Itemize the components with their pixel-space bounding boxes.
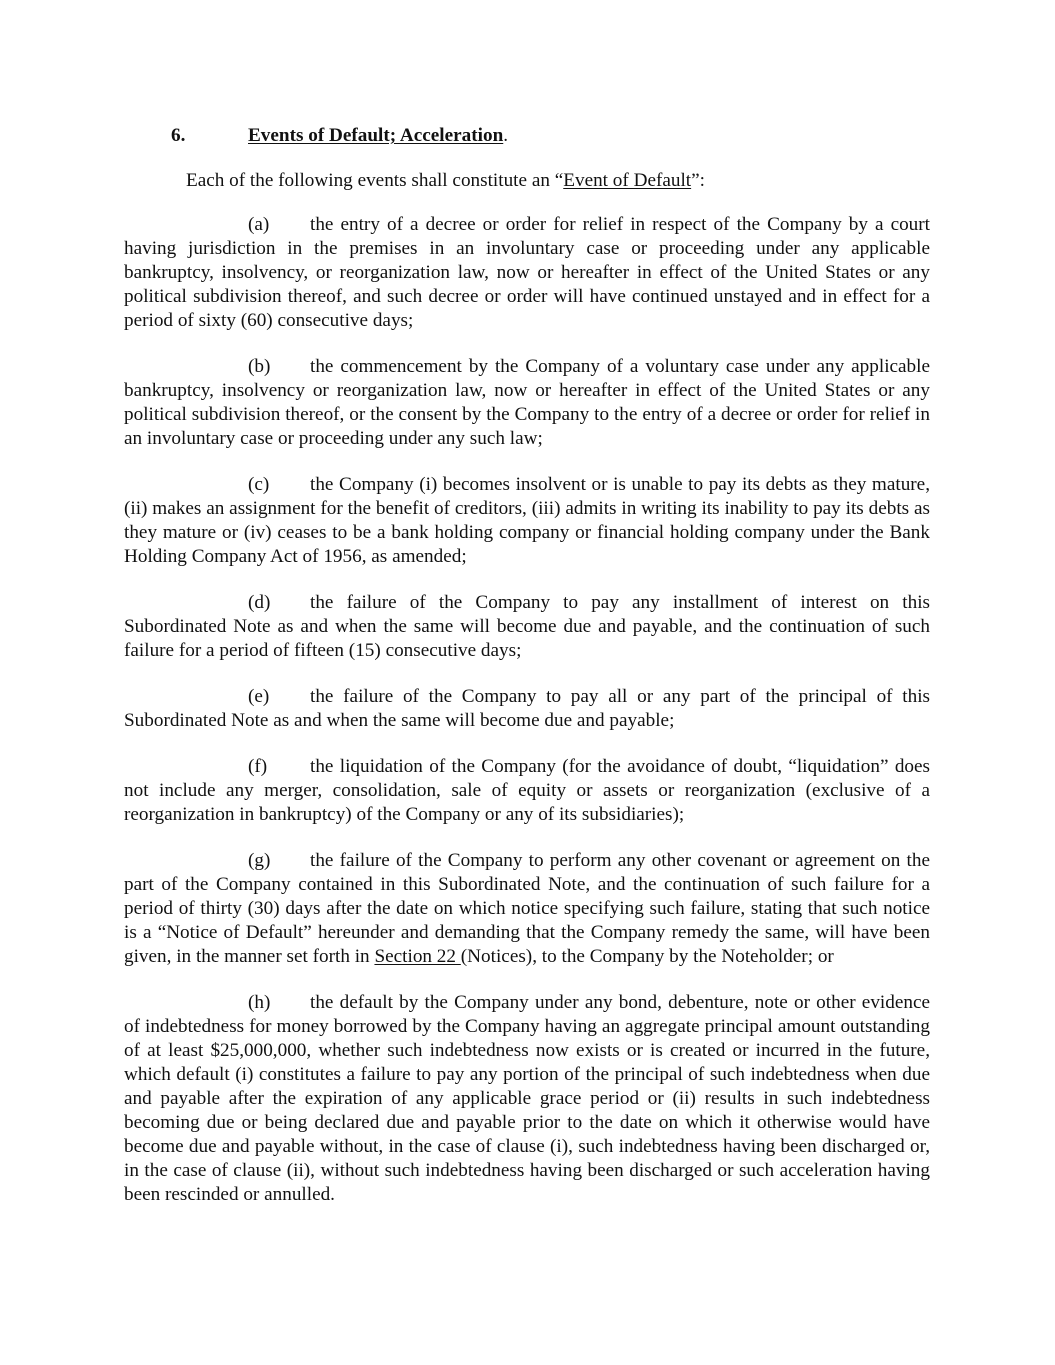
clause-text: the failure of the Company to pay any installment of interest on this Subordinated Note as and when the same will become due and payable, and the continuation of such failure for a period of fifteen (15) consecutive days;: [124, 592, 930, 661]
intro-paragraph: [124, 169, 930, 193]
clause-text: the Company (i) becomes insolvent or is unable to pay its debts as they mature, (ii) makes an assignment for the benefit of creditors, (iii) admits in writing its inability to pay its debts as they mature or (iv) ceases to be a bank holding company or financial holding company under the Bank Holding Company Act of 1956, as amended;: [124, 474, 930, 567]
clause-label: (e): [248, 686, 270, 707]
intro-text-before: Each of the following events shall constitute an “: [186, 170, 564, 191]
section-title-suffix: .: [503, 125, 509, 146]
clause-text: the commencement by the Company of a voluntary case under any applicable bankruptcy, insolvency or reorganization law, now or hereafter in effect of the United States or any political subdivision thereof, or the consent by the Company to the entry of a decree or order for relief in an involuntary case or proceeding under any such law;: [124, 356, 930, 449]
section-title: [248, 124, 508, 148]
clause-label: (b): [248, 356, 271, 377]
clause-text-before: the failure of the Company to perform any other covenant or agreement on the part of the Company contained in this Subordinated Note, and the continuation of such failure for a period of thirty (30) days after the date on which notice specifying such failure, stating that such notice is a “Notice of Default” hereunder and demanding that the Company remedy the same, will have been given, in the manner set forth in: [124, 850, 930, 967]
clause-text: the entry of a decree or order for relief in respect of the Company by a court having jurisdiction in the premises in an involuntary case or proceeding under any applicable bankruptcy, insolvency, or reorganization law, now or hereafter in effect of the United States or any political subdivision thereof, and such decree or order will have continued unstayed and in effect for a period of sixty (60) consecutive days;: [124, 214, 930, 331]
intro-text-after: ”:: [691, 170, 705, 191]
clause-label: (h): [248, 992, 271, 1013]
clause-a: [124, 213, 930, 333]
clause-label: (d): [248, 592, 271, 613]
clause-text: the default by the Company under any bond, debenture, note or other evidence of indebtedness for money borrowed by the Company having an aggregate principal amount outstanding of at least $25,000,000, whether such indebtedness now exists or is created or incurred in the future, which default (i) constitutes a failure to pay any portion of the principal of such indebtedness when due and payable after the expiration of any applicable grace period or (ii) results in such indebtedness becoming due or being declared due and payable prior to the date on which it otherwise would have become due and payable without, in the case of clause (i), such indebtedness having been discharged or, in the case of clause (ii), without such indebtedness having been discharged or such acceleration having been rescinded or annulled.: [124, 992, 930, 1205]
clause-g: [124, 849, 930, 969]
clause-label: (a): [248, 214, 270, 235]
document-page: [124, 124, 930, 1229]
clause-text: the liquidation of the Company (for the avoidance of doubt, “liquidation” does not include any merger, consolidation, sale of equity or assets or reorganization (exclusive of a reorganization in bankruptcy) of the Company or any of its subsidiaries);: [124, 756, 930, 825]
clause-text-after: (Notices), to the Company by the Noteholder; or: [460, 946, 834, 967]
section-heading: [124, 124, 930, 148]
clause-b: [124, 355, 930, 451]
section-22-reference: Section 22: [374, 946, 461, 967]
clause-label: (c): [248, 474, 270, 495]
clause-c: [124, 473, 930, 569]
clause-h: [124, 991, 930, 1207]
section-title-text: Events of Default; Acceleration: [248, 125, 504, 146]
defined-term-event-of-default: Event of Default: [563, 170, 692, 191]
clause-label: (g): [248, 850, 271, 871]
clause-f: [124, 755, 930, 827]
clause-text: the failure of the Company to pay all or any part of the principal of this Subordinated Note as and when the same will become due and payable;: [124, 686, 930, 731]
section-number: 6.: [171, 125, 186, 146]
clause-label: (f): [248, 756, 268, 777]
clause-e: [124, 685, 930, 733]
clause-d: [124, 591, 930, 663]
